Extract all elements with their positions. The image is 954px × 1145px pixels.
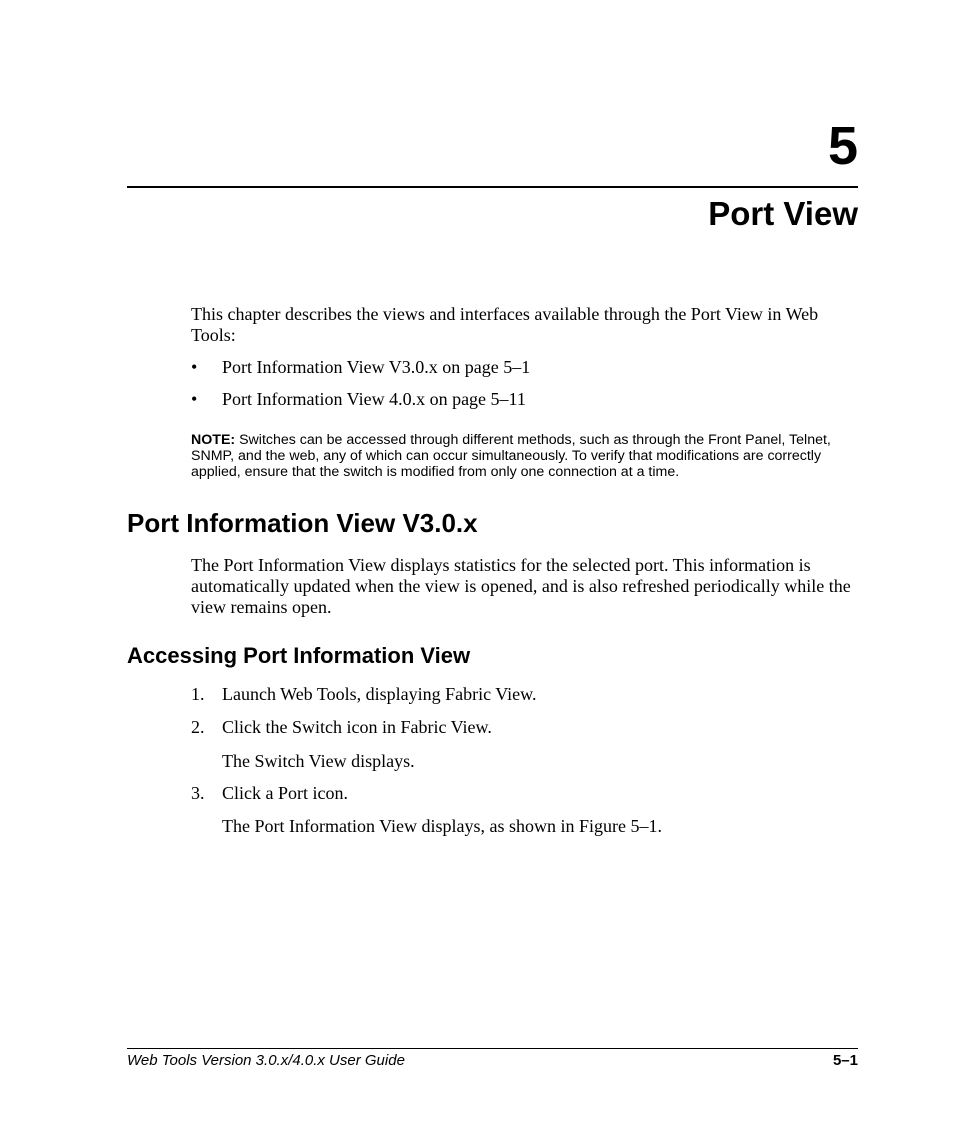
step-text: Launch Web Tools, displaying Fabric View.	[222, 684, 537, 704]
bullet-mark: •	[191, 357, 198, 377]
bullet-mark: •	[191, 389, 198, 409]
step-number: 2.	[191, 717, 205, 737]
bullet-link-text[interactable]: Port Information View 4.0.x on page 5–11	[222, 389, 526, 409]
step-result: The Port Information View displays, as shown in Figure 5–1.	[222, 816, 663, 836]
bullet-link-text[interactable]: Port Information View V3.0.x on page 5–1	[222, 357, 531, 377]
footer-page-number: 5–1	[832, 1052, 858, 1069]
subsection-heading: Accessing Port Information View	[127, 643, 471, 668]
step-text: Click the Switch icon in Fabric View.	[222, 717, 492, 737]
note-block	[191, 432, 861, 480]
list-item	[191, 389, 841, 421]
list-item	[191, 357, 841, 389]
step-result: The Switch View displays.	[222, 751, 415, 771]
footer-guide-title: Web Tools Version 3.0.x/4.0.x User Guide	[127, 1052, 405, 1069]
intro-paragraph: This chapter describes the views and interfaces available through the Port View in Web Tools:	[191, 304, 819, 345]
step-number: 1.	[191, 684, 205, 704]
step-text: Click a Port icon.	[222, 783, 348, 803]
intro-bullet-list	[191, 357, 841, 421]
chapter-number: 5	[827, 116, 858, 176]
chapter-title: Port View	[708, 195, 858, 232]
section-heading: Port Information View V3.0.x	[127, 508, 478, 538]
step-number: 3.	[191, 783, 205, 803]
footer-divider	[127, 1048, 858, 1049]
section-paragraph: The Port Information View displays statistics for the selected port. This information is automatically updated when the view is opened, and is also refreshed periodically while the view remains open.	[191, 555, 851, 617]
note-label: NOTE:	[191, 432, 236, 448]
chapter-divider	[127, 186, 858, 188]
note-text: Switches can be accessed through different methods, such as through the Front Panel, Telnet, SNMP, and the web, any of which can occur simultaneously. To verify that modifications are correctly applied, ensure that the switch is modified from only one connection at a time.	[191, 432, 831, 480]
